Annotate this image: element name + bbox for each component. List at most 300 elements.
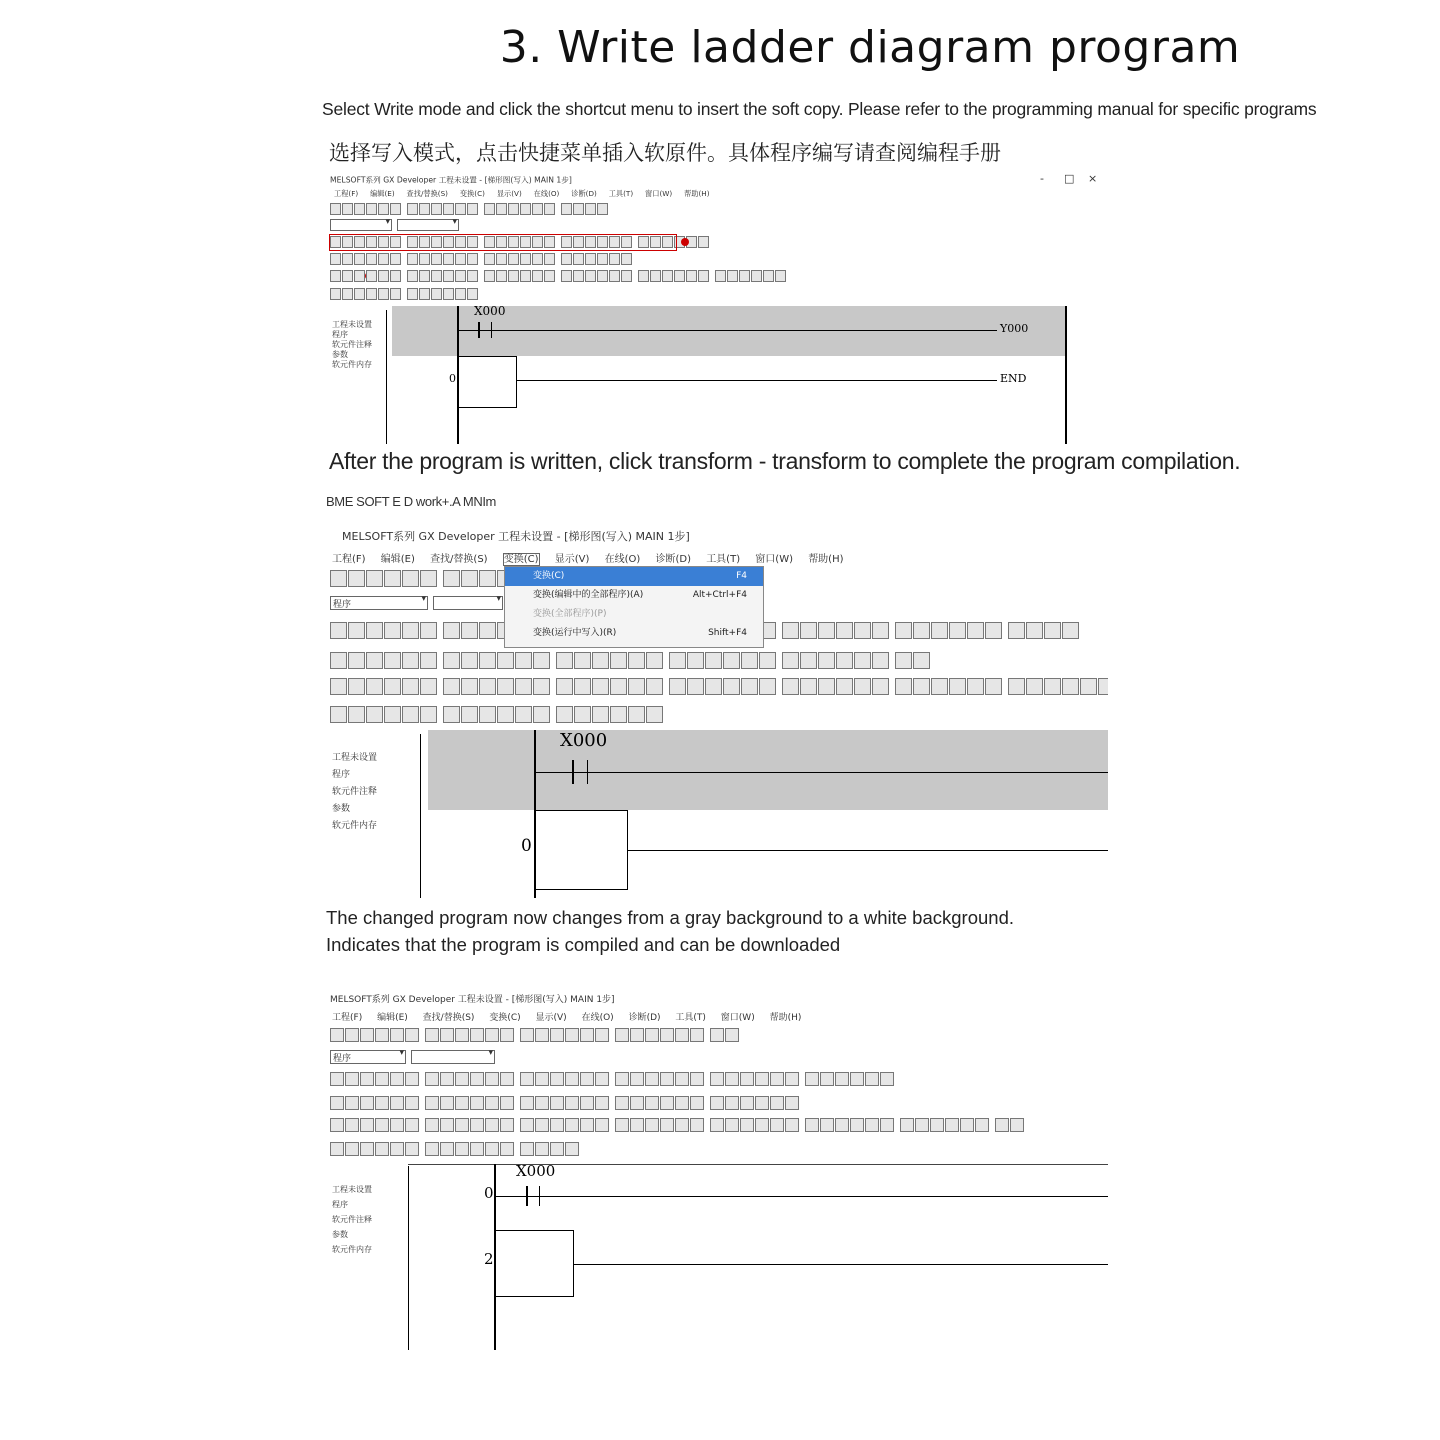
- toolbar-button-icon[interactable]: [330, 203, 341, 215]
- toolbar-button-icon[interactable]: [405, 1072, 419, 1086]
- toolbar-button-icon[interactable]: [443, 253, 454, 265]
- toolbar-button-icon[interactable]: [565, 1118, 579, 1132]
- toolbar-button-icon[interactable]: [872, 652, 889, 669]
- toolbar-button-icon[interactable]: [500, 1142, 514, 1156]
- device-dropdown[interactable]: [397, 219, 459, 231]
- toolbar-button-icon[interactable]: [461, 652, 478, 669]
- toolbar-button-icon[interactable]: [470, 1028, 484, 1042]
- toolbar-button-icon[interactable]: [348, 678, 365, 695]
- toolbar-button-icon[interactable]: [550, 1028, 564, 1042]
- toolbar-button-icon[interactable]: [360, 1142, 374, 1156]
- toolbar-button-icon[interactable]: [366, 203, 377, 215]
- toolbar-button-icon[interactable]: [330, 622, 347, 639]
- toolbar-button-icon[interactable]: [354, 203, 365, 215]
- toolbar-button-icon[interactable]: [348, 706, 365, 723]
- cursor-box[interactable]: [535, 810, 628, 890]
- toolbar-button-icon[interactable]: [818, 622, 835, 639]
- toolbar-button-icon[interactable]: [723, 652, 740, 669]
- toolbar-button-icon[interactable]: [544, 203, 555, 215]
- toolbar-button-icon[interactable]: [402, 652, 419, 669]
- toolbar-button-icon[interactable]: [674, 270, 685, 282]
- toolbar-button-icon[interactable]: [390, 288, 401, 300]
- toolbar-button-icon[interactable]: [520, 1028, 534, 1042]
- toolbar-button-icon[interactable]: [597, 203, 608, 215]
- toolbar-button-icon[interactable]: [592, 652, 609, 669]
- toolbar-button-icon[interactable]: [402, 570, 419, 587]
- toolbar-button-icon[interactable]: [872, 622, 889, 639]
- toolbar-button-icon[interactable]: [496, 203, 507, 215]
- toolbar-button-icon[interactable]: [836, 652, 853, 669]
- cursor-box[interactable]: [495, 1230, 574, 1297]
- toolbar-button-icon[interactable]: [850, 1072, 864, 1086]
- toolbar-button-icon[interactable]: [425, 1028, 439, 1042]
- menu-tools[interactable]: 工具(T): [675, 1013, 706, 1023]
- toolbar-button-icon[interactable]: [455, 1096, 469, 1110]
- menu-help[interactable]: 帮助(H): [808, 554, 844, 565]
- tree-item-parameter[interactable]: 参数: [332, 804, 351, 814]
- toolbar-button-icon[interactable]: [375, 1118, 389, 1132]
- toolbar-button-icon[interactable]: [895, 678, 912, 695]
- toolbar-button-icon[interactable]: [615, 1096, 629, 1110]
- tree-item-project[interactable]: 工程未设置: [332, 753, 378, 763]
- toolbar-button-icon[interactable]: [330, 652, 347, 669]
- toolbar-button-icon[interactable]: [949, 678, 966, 695]
- toolbar-button-icon[interactable]: [675, 1072, 689, 1086]
- toolbar-button-icon[interactable]: [535, 1028, 549, 1042]
- device-dropdown[interactable]: [433, 596, 503, 610]
- toolbar-button-icon[interactable]: [455, 1118, 469, 1132]
- toolbar-button-icon[interactable]: [574, 652, 591, 669]
- toolbar-button-icon[interactable]: [931, 622, 948, 639]
- toolbar-button-icon[interactable]: [645, 1118, 659, 1132]
- menu-help[interactable]: 帮助(H): [769, 1013, 802, 1023]
- toolbar-button-icon[interactable]: [390, 203, 401, 215]
- toolbar-button-icon[interactable]: [515, 706, 532, 723]
- menu-view[interactable]: 显示(V): [496, 190, 522, 199]
- menu-edit[interactable]: 编辑(E): [377, 1013, 408, 1023]
- toolbar-button-icon[interactable]: [705, 652, 722, 669]
- toolbar-button-icon[interactable]: [330, 1142, 344, 1156]
- toolbar-button-icon[interactable]: [595, 1028, 609, 1042]
- toolbar-button-icon[interactable]: [1062, 622, 1079, 639]
- toolbar-button-icon[interactable]: [930, 1118, 944, 1132]
- toolbar-button-icon[interactable]: [967, 622, 984, 639]
- toolbar-button-icon[interactable]: [770, 1072, 784, 1086]
- toolbar-button-icon[interactable]: [556, 652, 573, 669]
- toolbar-button-icon[interactable]: [497, 678, 514, 695]
- menu-item-convert[interactable]: 变换(C) F4: [505, 567, 763, 586]
- toolbar-button-icon[interactable]: [375, 1028, 389, 1042]
- toolbar-button-icon[interactable]: [561, 253, 572, 265]
- toolbar-button-icon[interactable]: [470, 1072, 484, 1086]
- toolbar-button-icon[interactable]: [895, 652, 912, 669]
- toolbar-button-icon[interactable]: [1008, 622, 1025, 639]
- toolbar-button-icon[interactable]: [763, 270, 774, 282]
- toolbar-button-icon[interactable]: [550, 1072, 564, 1086]
- toolbar-button-icon[interactable]: [407, 288, 418, 300]
- toolbar-button-icon[interactable]: [561, 270, 572, 282]
- toolbar-button-icon[interactable]: [725, 1096, 739, 1110]
- toolbar-button-icon[interactable]: [565, 1142, 579, 1156]
- tree-item-device-memory[interactable]: 软元件内存: [332, 360, 372, 369]
- tree-item-project[interactable]: 工程未设置: [332, 320, 372, 329]
- toolbar-button-icon[interactable]: [835, 1118, 849, 1132]
- toolbar-button-icon[interactable]: [785, 1072, 799, 1086]
- toolbar-button-icon[interactable]: [995, 1118, 1009, 1132]
- toolbar-button-icon[interactable]: [366, 270, 377, 282]
- toolbar-button-icon[interactable]: [455, 1028, 469, 1042]
- toolbar-button-icon[interactable]: [420, 652, 437, 669]
- toolbar-button-icon[interactable]: [615, 1028, 629, 1042]
- toolbar-button-icon[interactable]: [1010, 1118, 1024, 1132]
- toolbar-button-icon[interactable]: [975, 1118, 989, 1132]
- toolbar-button-icon[interactable]: [597, 270, 608, 282]
- tree-item-device-memory[interactable]: 软元件内存: [332, 821, 378, 831]
- toolbar-button-icon[interactable]: [740, 1072, 754, 1086]
- toolbar-button-icon[interactable]: [573, 270, 584, 282]
- toolbar-button-icon[interactable]: [675, 1118, 689, 1132]
- toolbar-button-icon[interactable]: [360, 1028, 374, 1042]
- toolbar-button-icon[interactable]: [650, 270, 661, 282]
- menu-convert[interactable]: 变换(C): [459, 190, 485, 199]
- toolbar-button-icon[interactable]: [775, 270, 786, 282]
- toolbar-button-icon[interactable]: [500, 1072, 514, 1086]
- toolbar-button-icon[interactable]: [405, 1096, 419, 1110]
- toolbar-button-icon[interactable]: [532, 253, 543, 265]
- toolbar-button-icon[interactable]: [615, 1118, 629, 1132]
- toolbar-button-icon[interactable]: [342, 270, 353, 282]
- menu-tools[interactable]: 工具(T): [608, 190, 634, 199]
- toolbar-button-icon[interactable]: [675, 1096, 689, 1110]
- toolbar-button-icon[interactable]: [440, 1028, 454, 1042]
- menu-window[interactable]: 窗口(W): [645, 190, 673, 199]
- toolbar-button-icon[interactable]: [496, 253, 507, 265]
- toolbar-button-icon[interactable]: [375, 1096, 389, 1110]
- toolbar-button-icon[interactable]: [402, 706, 419, 723]
- toolbar-button-icon[interactable]: [740, 1118, 754, 1132]
- device-dropdown[interactable]: [411, 1050, 495, 1064]
- toolbar-button-icon[interactable]: [366, 706, 383, 723]
- toolbar-button-icon[interactable]: [390, 1142, 404, 1156]
- toolbar-button-icon[interactable]: [431, 288, 442, 300]
- toolbar-button-icon[interactable]: [479, 622, 496, 639]
- toolbar-button-icon[interactable]: [520, 203, 531, 215]
- toolbar-button-icon[interactable]: [443, 706, 460, 723]
- toolbar-button-icon[interactable]: [595, 1096, 609, 1110]
- toolbar-button-icon[interactable]: [741, 678, 758, 695]
- toolbar-button-icon[interactable]: [479, 706, 496, 723]
- toolbar-button-icon[interactable]: [915, 1118, 929, 1132]
- toolbar-button-icon[interactable]: [348, 570, 365, 587]
- toolbar-button-icon[interactable]: [348, 652, 365, 669]
- toolbar-button-icon[interactable]: [800, 622, 817, 639]
- toolbar-button-icon[interactable]: [354, 270, 365, 282]
- toolbar-button-icon[interactable]: [628, 652, 645, 669]
- toolbar-button-icon[interactable]: [485, 1096, 499, 1110]
- menu-edit[interactable]: 编辑(E): [370, 190, 395, 199]
- toolbar-button-icon[interactable]: [508, 270, 519, 282]
- toolbar-button-icon[interactable]: [440, 1118, 454, 1132]
- toolbar-button-icon[interactable]: [610, 678, 627, 695]
- toolbar-button-icon[interactable]: [818, 652, 835, 669]
- close-button[interactable]: ×: [1088, 172, 1098, 185]
- toolbar-button-icon[interactable]: [785, 1118, 799, 1132]
- toolbar-button-icon[interactable]: [880, 1072, 894, 1086]
- toolbar-button-icon[interactable]: [366, 678, 383, 695]
- toolbar-button-icon[interactable]: [431, 253, 442, 265]
- menu-convert[interactable]: 变换(C): [489, 1013, 521, 1023]
- toolbar-button-icon[interactable]: [592, 678, 609, 695]
- toolbar-button-icon[interactable]: [945, 1118, 959, 1132]
- toolbar-button-icon[interactable]: [419, 203, 430, 215]
- menu-window[interactable]: 窗口(W): [755, 554, 793, 565]
- program-dropdown[interactable]: [330, 219, 392, 231]
- toolbar-button-icon[interactable]: [354, 288, 365, 300]
- menu-project[interactable]: 工程(F): [334, 190, 359, 199]
- toolbar-button-icon[interactable]: [565, 1028, 579, 1042]
- toolbar-button-icon[interactable]: [585, 203, 596, 215]
- toolbar-button-icon[interactable]: [565, 1096, 579, 1110]
- toolbar-button-icon[interactable]: [407, 203, 418, 215]
- tree-item-parameter[interactable]: 参数: [332, 350, 348, 359]
- menu-help[interactable]: 帮助(H): [684, 190, 710, 199]
- menu-diagnostics[interactable]: 诊断(D): [628, 1013, 661, 1023]
- toolbar-button-icon[interactable]: [330, 270, 341, 282]
- toolbar-button-icon[interactable]: [1008, 678, 1025, 695]
- toolbar-button-icon[interactable]: [384, 652, 401, 669]
- toolbar-button-icon[interactable]: [500, 1118, 514, 1132]
- toolbar-button-icon[interactable]: [330, 1096, 344, 1110]
- toolbar-button-icon[interactable]: [390, 270, 401, 282]
- toolbar-button-icon[interactable]: [419, 288, 430, 300]
- program-dropdown[interactable]: 程序 ▾: [330, 596, 428, 610]
- toolbar-button-icon[interactable]: [1026, 678, 1043, 695]
- toolbar-button-icon[interactable]: [420, 570, 437, 587]
- toolbar-button-icon[interactable]: [360, 1096, 374, 1110]
- toolbar-button-icon[interactable]: [675, 1028, 689, 1042]
- toolbar-button-icon[interactable]: [836, 678, 853, 695]
- toolbar-button-icon[interactable]: [360, 1072, 374, 1086]
- toolbar-button-icon[interactable]: [741, 652, 758, 669]
- toolbar-button-icon[interactable]: [520, 1118, 534, 1132]
- toolbar-button-icon[interactable]: [420, 706, 437, 723]
- menu-item-convert-all-programs[interactable]: 变换(全部程序)(P): [533, 609, 607, 619]
- toolbar-button-icon[interactable]: [532, 270, 543, 282]
- toolbar-button-icon[interactable]: [484, 270, 495, 282]
- toolbar-button-icon[interactable]: [366, 288, 377, 300]
- toolbar-button-icon[interactable]: [609, 253, 620, 265]
- toolbar-button-icon[interactable]: [805, 1072, 819, 1086]
- toolbar-button-icon[interactable]: [467, 270, 478, 282]
- toolbar-button-icon[interactable]: [725, 1028, 739, 1042]
- toolbar-button-icon[interactable]: [342, 253, 353, 265]
- toolbar-button-icon[interactable]: [660, 1118, 674, 1132]
- toolbar-button-icon[interactable]: [405, 1028, 419, 1042]
- toolbar-button-icon[interactable]: [580, 1096, 594, 1110]
- toolbar-button-icon[interactable]: [646, 706, 663, 723]
- menu-item-convert-all-editing[interactable]: 变换(编辑中的全部程序)(A) Alt+Ctrl+F4: [533, 590, 747, 600]
- menu-convert[interactable]: 变换(C): [503, 554, 539, 565]
- toolbar-button-icon[interactable]: [420, 678, 437, 695]
- toolbar-button-icon[interactable]: [500, 1096, 514, 1110]
- toolbar-button-icon[interactable]: [470, 1142, 484, 1156]
- toolbar-button-icon[interactable]: [390, 1118, 404, 1132]
- tree-item-device-comment[interactable]: 软元件注释: [332, 787, 378, 797]
- toolbar-button-icon[interactable]: [461, 706, 478, 723]
- toolbar-button-icon[interactable]: [1044, 622, 1061, 639]
- menu-tools[interactable]: 工具(T): [706, 554, 741, 565]
- toolbar-button-icon[interactable]: [390, 1072, 404, 1086]
- toolbar-button-icon[interactable]: [425, 1142, 439, 1156]
- menu-window[interactable]: 窗口(W): [720, 1013, 755, 1023]
- toolbar-button-icon[interactable]: [880, 1118, 894, 1132]
- toolbar-button-icon[interactable]: [595, 1118, 609, 1132]
- toolbar-button-icon[interactable]: [467, 203, 478, 215]
- toolbar-button-icon[interactable]: [782, 652, 799, 669]
- toolbar-button-icon[interactable]: [645, 1028, 659, 1042]
- toolbar-button-icon[interactable]: [425, 1096, 439, 1110]
- tree-item-program[interactable]: 程序: [332, 330, 348, 339]
- toolbar-button-icon[interactable]: [520, 253, 531, 265]
- menu-item-convert-online[interactable]: 变换(运行中写入)(R) Shift+F4: [533, 628, 747, 638]
- toolbar-button-icon[interactable]: [628, 706, 645, 723]
- toolbar-button-icon[interactable]: [615, 1072, 629, 1086]
- toolbar-button-icon[interactable]: [646, 678, 663, 695]
- toolbar-button-icon[interactable]: [836, 622, 853, 639]
- toolbar-button-icon[interactable]: [402, 622, 419, 639]
- toolbar-button-icon[interactable]: [574, 706, 591, 723]
- toolbar-button-icon[interactable]: [646, 652, 663, 669]
- menu-diagnostics[interactable]: 诊断(D): [655, 554, 691, 565]
- toolbar-button-icon[interactable]: [725, 1118, 739, 1132]
- toolbar-button-icon[interactable]: [366, 570, 383, 587]
- toolbar-button-icon[interactable]: [508, 253, 519, 265]
- menu-view[interactable]: 显示(V): [554, 554, 590, 565]
- toolbar-button-icon[interactable]: [669, 678, 686, 695]
- toolbar-button-icon[interactable]: [384, 622, 401, 639]
- toolbar-button-icon[interactable]: [425, 1072, 439, 1086]
- toolbar-button-icon[interactable]: [609, 270, 620, 282]
- cursor-box[interactable]: [458, 356, 517, 408]
- toolbar-button-icon[interactable]: [770, 1096, 784, 1110]
- toolbar-button-icon[interactable]: [330, 1118, 344, 1132]
- menu-project[interactable]: 工程(F): [332, 1013, 363, 1023]
- toolbar-button-icon[interactable]: [532, 203, 543, 215]
- toolbar-button-icon[interactable]: [484, 253, 495, 265]
- toolbar-button-icon[interactable]: [485, 1142, 499, 1156]
- toolbar-button-icon[interactable]: [378, 270, 389, 282]
- toolbar-button-icon[interactable]: [580, 1118, 594, 1132]
- toolbar-button-icon[interactable]: [723, 678, 740, 695]
- tree-item-device-comment[interactable]: 软元件注释: [332, 340, 372, 349]
- toolbar-button-icon[interactable]: [759, 678, 776, 695]
- toolbar-button-icon[interactable]: [565, 1072, 579, 1086]
- toolbar-button-icon[interactable]: [544, 270, 555, 282]
- toolbar-button-icon[interactable]: [710, 1072, 724, 1086]
- toolbar-button-icon[interactable]: [345, 1028, 359, 1042]
- toolbar-button-icon[interactable]: [854, 652, 871, 669]
- menu-diagnostics[interactable]: 诊断(D): [571, 190, 597, 199]
- toolbar-button-icon[interactable]: [348, 622, 365, 639]
- toolbar-button-icon[interactable]: [443, 288, 454, 300]
- menu-project[interactable]: 工程(F): [332, 554, 366, 565]
- toolbar-button-icon[interactable]: [835, 1072, 849, 1086]
- toolbar-button-icon[interactable]: [496, 270, 507, 282]
- toolbar-button-icon[interactable]: [785, 1096, 799, 1110]
- toolbar-button-icon[interactable]: [755, 1096, 769, 1110]
- toolbar-button-icon[interactable]: [1044, 678, 1061, 695]
- toolbar-button-icon[interactable]: [850, 1118, 864, 1132]
- toolbar-button-icon[interactable]: [515, 678, 532, 695]
- toolbar-button-icon[interactable]: [443, 570, 460, 587]
- toolbar-button-icon[interactable]: [610, 652, 627, 669]
- toolbar-button-icon[interactable]: [425, 1118, 439, 1132]
- toolbar-button-icon[interactable]: [592, 706, 609, 723]
- tree-item-device-memory[interactable]: 软元件内存: [332, 1245, 372, 1254]
- toolbar-button-icon[interactable]: [405, 1118, 419, 1132]
- toolbar-button-icon[interactable]: [550, 1118, 564, 1132]
- toolbar-button-icon[interactable]: [440, 1142, 454, 1156]
- toolbar-button-icon[interactable]: [535, 1096, 549, 1110]
- toolbar-button-icon[interactable]: [443, 203, 454, 215]
- toolbar-button-icon[interactable]: [431, 203, 442, 215]
- toolbar-button-icon[interactable]: [520, 1096, 534, 1110]
- toolbar-button-icon[interactable]: [805, 1118, 819, 1132]
- menu-online[interactable]: 在线(O): [604, 554, 641, 565]
- toolbar-button-icon[interactable]: [686, 270, 697, 282]
- toolbar-button-icon[interactable]: [556, 678, 573, 695]
- toolbar-button-icon[interactable]: [1080, 678, 1097, 695]
- toolbar-button-icon[interactable]: [375, 1142, 389, 1156]
- toolbar-button-icon[interactable]: [1098, 678, 1108, 695]
- toolbar-button-icon[interactable]: [854, 622, 871, 639]
- toolbar-button-icon[interactable]: [533, 706, 550, 723]
- toolbar-button-icon[interactable]: [610, 706, 627, 723]
- toolbar-button-icon[interactable]: [710, 1118, 724, 1132]
- toolbar-button-icon[interactable]: [470, 1118, 484, 1132]
- toolbar-button-icon[interactable]: [390, 1096, 404, 1110]
- toolbar-button-icon[interactable]: [455, 203, 466, 215]
- toolbar-button-icon[interactable]: [520, 270, 531, 282]
- toolbar-button-icon[interactable]: [484, 203, 495, 215]
- toolbar-button-icon[interactable]: [585, 253, 596, 265]
- toolbar-button-icon[interactable]: [580, 1072, 594, 1086]
- toolbar-button-icon[interactable]: [949, 622, 966, 639]
- toolbar-button-icon[interactable]: [645, 1072, 659, 1086]
- tree-item-program[interactable]: 程序: [332, 770, 351, 780]
- toolbar-button-icon[interactable]: [390, 1028, 404, 1042]
- toolbar-button-icon[interactable]: [913, 622, 930, 639]
- toolbar-button-icon[interactable]: [900, 1118, 914, 1132]
- toolbar-button-icon[interactable]: [390, 253, 401, 265]
- toolbar-button-icon[interactable]: [751, 270, 762, 282]
- toolbar-button-icon[interactable]: [662, 270, 673, 282]
- toolbar-button-icon[interactable]: [384, 678, 401, 695]
- toolbar-button-icon[interactable]: [419, 270, 430, 282]
- toolbar-button-icon[interactable]: [419, 253, 430, 265]
- toolbar-button-icon[interactable]: [375, 1072, 389, 1086]
- toolbar-button-icon[interactable]: [497, 706, 514, 723]
- toolbar-button-icon[interactable]: [467, 253, 478, 265]
- toolbar-button-icon[interactable]: [342, 203, 353, 215]
- toolbar-button-icon[interactable]: [461, 570, 478, 587]
- toolbar-button-icon[interactable]: [443, 652, 460, 669]
- toolbar-button-icon[interactable]: [1062, 678, 1079, 695]
- toolbar-button-icon[interactable]: [378, 203, 389, 215]
- toolbar-button-icon[interactable]: [443, 270, 454, 282]
- toolbar-button-icon[interactable]: [520, 1142, 534, 1156]
- toolbar-button-icon[interactable]: [330, 678, 347, 695]
